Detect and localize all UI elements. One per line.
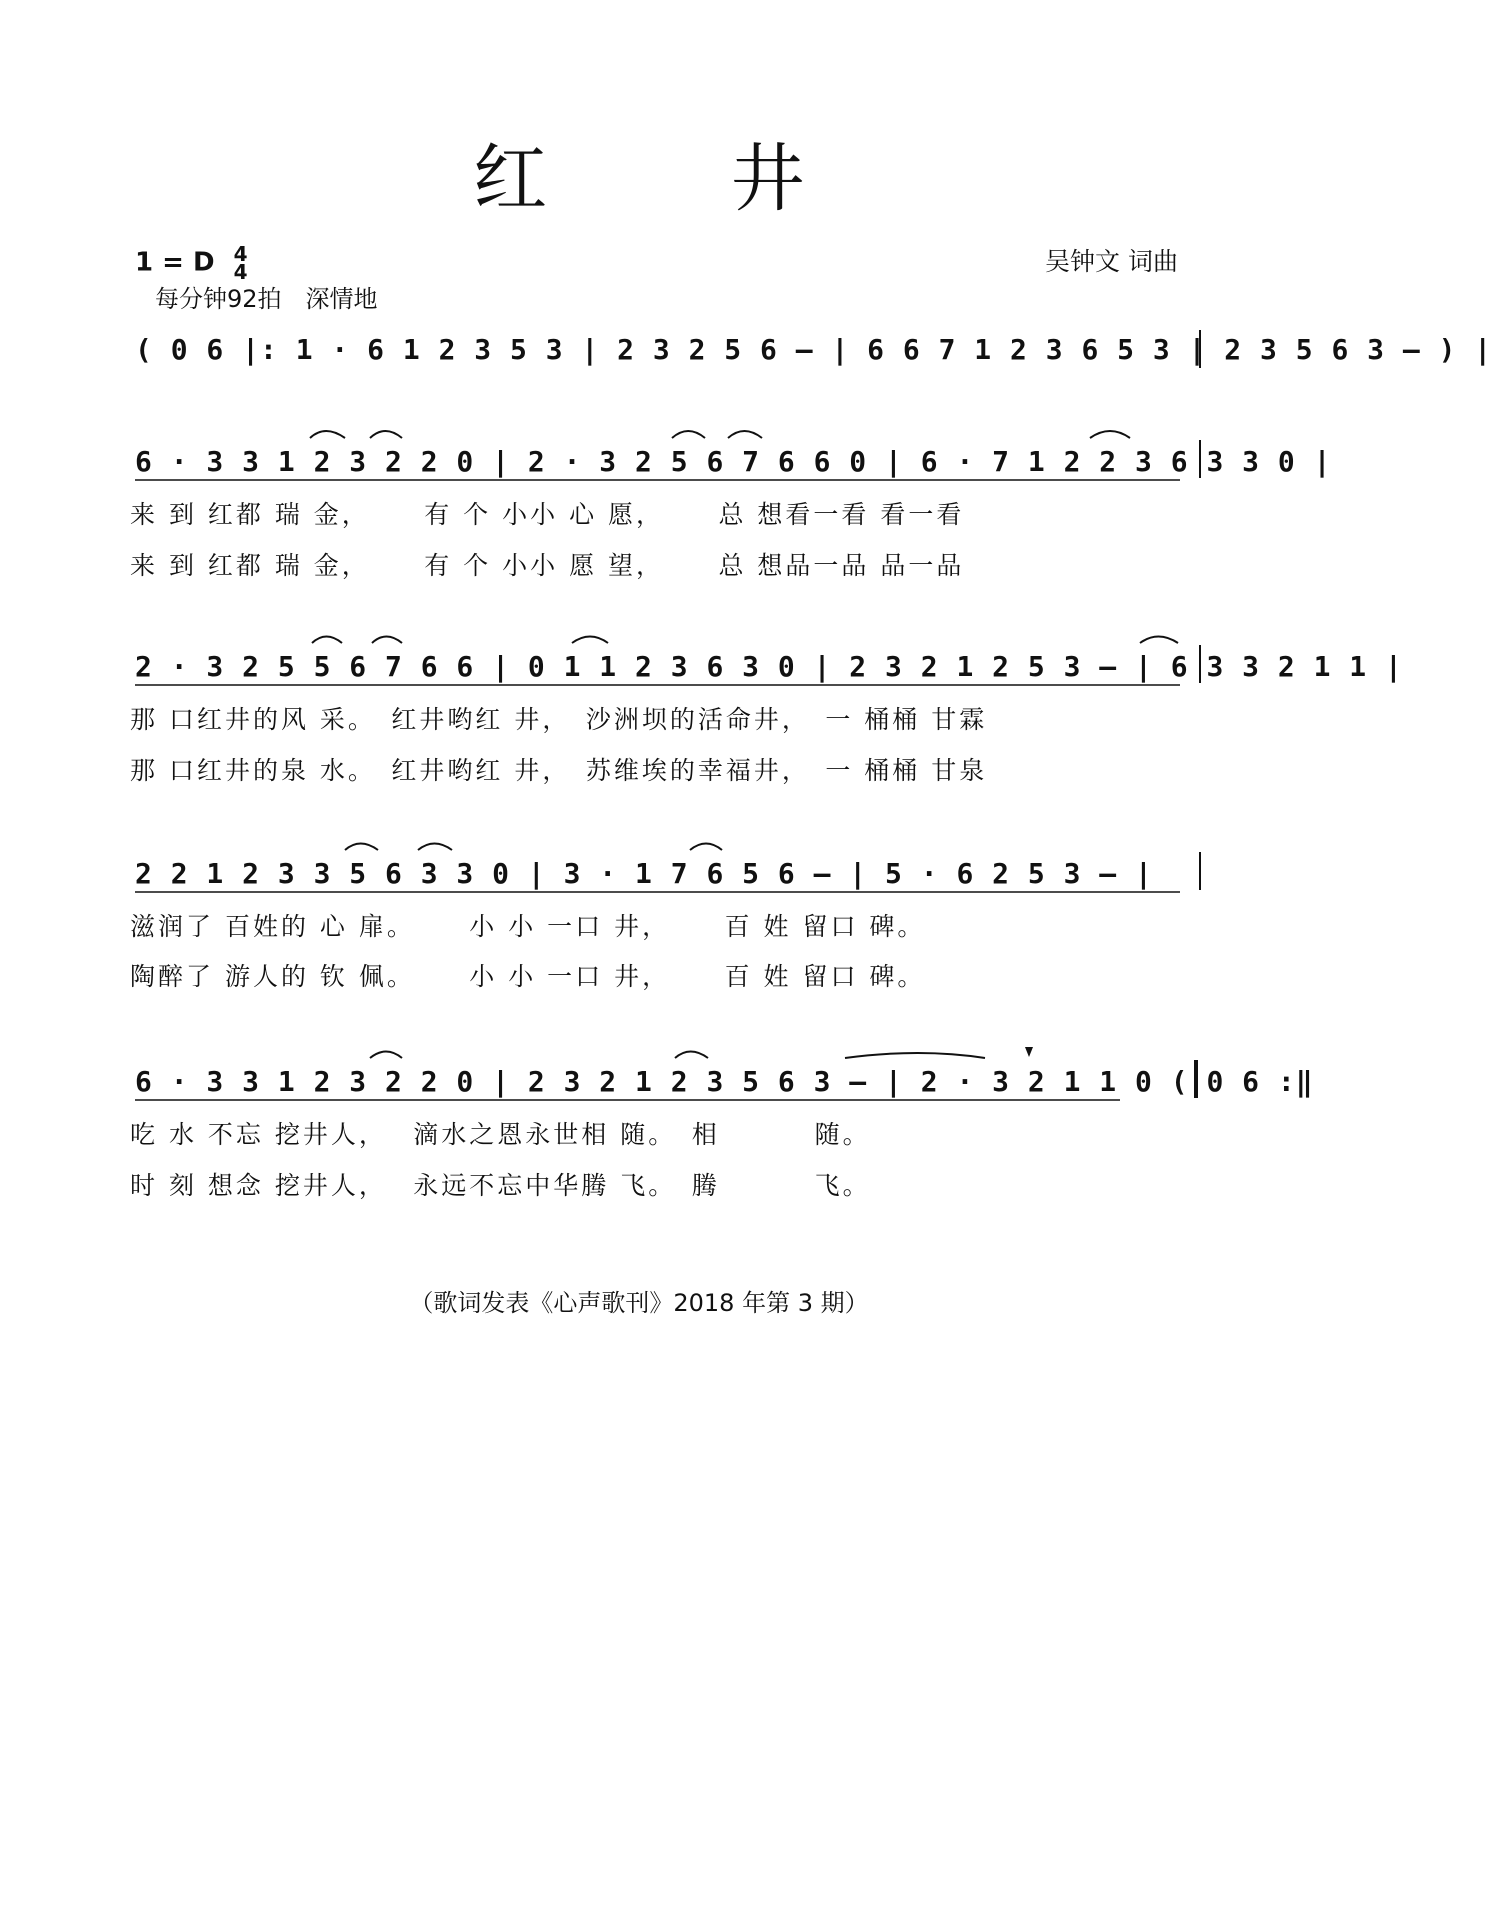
slur	[345, 844, 378, 851]
slur	[310, 431, 345, 438]
slur	[370, 1052, 402, 1059]
intro-notes: ( 0 6 |: 1 · 6 1 2 3 5 3 | 2 3 2 5 6 – | 6 6 7 1 2 3 6 5 3 | 2 3 5 6 3 – ) |	[135, 333, 1492, 366]
key-label: 1 = D	[135, 247, 215, 278]
slur	[690, 844, 722, 851]
system-4-notes: 6 · 3 3 1 2 3 2 2 0 | 2 3 2 1 2 3 5 6 3 – | 2 · 3 2 1 1 0 ( 0 6 :‖	[135, 1065, 1314, 1098]
system-1-verse-1: 来 到 红都 瑞 金， 有 个 小小 心 愿， 总 想看一看 看一看	[130, 500, 965, 529]
source-note: （歌词发表《心声歌刊》2018 年第 3 期）	[409, 1289, 869, 1317]
slur	[572, 637, 608, 644]
system-2-verse-1: 那 口红井的风 采。 红井哟红 井， 沙洲坝的活命井， 一 桶桶 甘霖	[130, 705, 988, 734]
system-2-notes: 2 · 3 2 5 5 6 7 6 6 | 0 1 1 2 3 6 3 0 | 2 3 2 1 2 5 3 – | 6 3 3 2 1 1 |	[135, 650, 1403, 683]
system-3-notes: 2 2 1 2 3 3 5 6 3 3 0 | 3 · 1 7 6 5 6 – | 5 · 6 2 5 3 – |	[135, 857, 1153, 890]
slur	[672, 431, 705, 438]
system-2-verse-2: 那 口红井的泉 水。 红井哟红 井， 苏维埃的幸福井， 一 桶桶 甘泉	[130, 756, 988, 785]
slur	[728, 431, 762, 438]
slur	[312, 637, 342, 644]
slur	[372, 637, 402, 644]
system-1-notes: 6 · 3 3 1 2 3 2 2 0 | 2 · 3 2 5 6 7 6 6 0 | 6 · 7 1 2 2 3 6 3 3 0 |	[135, 445, 1332, 478]
system-1-verse-2: 来 到 红都 瑞 金， 有 个 小小 愿 望， 总 想品一品 品一品	[130, 551, 965, 580]
system-4-verse-1: 吃 水 不忘 挖井人， 滴水之恩永世相 随。 相 随。	[130, 1120, 871, 1149]
slur	[370, 431, 402, 438]
slur	[675, 1052, 708, 1059]
slur	[1140, 637, 1178, 644]
system-3-verse-1: 滋润了 百姓的 心 扉。 小 小 一口 井， 百 姓 留口 碑。	[130, 912, 926, 941]
fermata-marker	[1025, 1047, 1033, 1057]
song-title: 红 井	[473, 136, 885, 222]
author-credit: 吴钟文 词曲	[1045, 247, 1178, 276]
slur	[418, 844, 452, 851]
slur	[845, 1053, 985, 1058]
time-signature-top: 4	[233, 242, 248, 266]
tempo-marking: 每分钟92拍 深情地	[155, 285, 378, 313]
time-signature-bottom: 4	[233, 260, 248, 284]
system-4-verse-2: 时 刻 想念 挖井人， 永远不忘中华腾 飞。 腾 飞。	[130, 1171, 871, 1200]
system-3-verse-2: 陶醉了 游人的 钦 佩。 小 小 一口 井， 百 姓 留口 碑。	[130, 962, 926, 991]
slur	[1090, 431, 1130, 438]
